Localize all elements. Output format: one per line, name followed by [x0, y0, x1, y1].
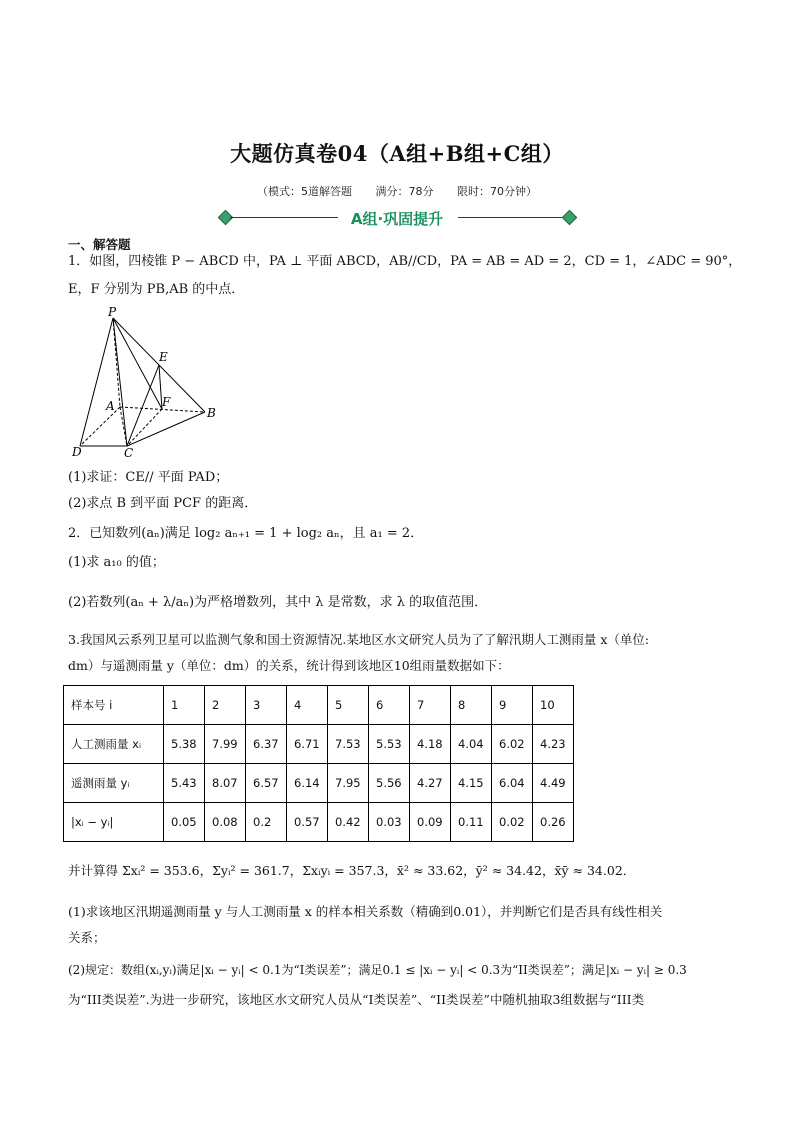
label-D: D	[72, 445, 82, 458]
q3-stem-line2: dm）与遥测雨量 y（单位：dm）的关系，统计得到该地区10组雨量数据如下：	[68, 658, 510, 673]
table-row-label: 遥测雨量 yᵢ	[64, 764, 164, 803]
edge-PD	[80, 318, 113, 446]
table-row	[64, 725, 574, 764]
label-F: F	[162, 395, 171, 409]
table-cell: 7.53	[328, 725, 369, 764]
table-cell: 5	[328, 686, 369, 725]
table-cell: 5.38	[164, 725, 205, 764]
table-cell: 1	[164, 686, 205, 725]
exam-time: 限时：70分钟）	[457, 185, 537, 198]
table-cell: 5.53	[369, 725, 410, 764]
table-row-label: 样本号 i	[64, 686, 164, 725]
label-C: C	[124, 446, 134, 458]
table-cell: 0.2	[246, 803, 287, 842]
table-cell: 6.04	[492, 764, 533, 803]
pyramid-figure	[70, 306, 220, 458]
q3-part1-line2: 关系；	[68, 930, 106, 945]
table-cell: 6.14	[287, 764, 328, 803]
table-row	[64, 803, 574, 842]
table-cell: 10	[533, 686, 574, 725]
table-cell: 6.02	[492, 725, 533, 764]
table-row	[64, 764, 574, 803]
q3-stem-line1: 3.我国风云系列卫星可以监测气象和国土资源情况.某地区水文研究人员为了了解汛期人工测雨量 x（单位:	[68, 632, 650, 647]
table-cell: 0.08	[205, 803, 246, 842]
table-cell: 4.15	[451, 764, 492, 803]
q1-stem-line1: 1．如图，四棱锥 P − ABCD 中，PA ⊥ 平面 ABCD，AB//CD，PA = AB = AD = 2，CD = 1，∠ADC = 90°，	[68, 254, 742, 269]
table-cell: 4	[287, 686, 328, 725]
edge-PF	[113, 318, 162, 409]
q3-part2-line2: 为“III类误差”.为进一步研究，该地区水文研究人员从“I类误差”、“II类误差”中随机抽取3组数据与“III类	[68, 992, 645, 1007]
table-cell: 2	[205, 686, 246, 725]
table-cell: 8.07	[205, 764, 246, 803]
exam-mode: （模式：5道解答题	[257, 185, 352, 198]
table-cell: 6.37	[246, 725, 287, 764]
q2-part1: (1)求 a₁₀ 的值；	[68, 555, 165, 570]
table-cell: 0.03	[369, 803, 410, 842]
q1-stem-line2: E，F 分别为 PB,AB 的中点．	[68, 282, 245, 297]
table-cell: 0.02	[492, 803, 533, 842]
table-cell: 4.23	[533, 725, 574, 764]
edge-FC	[127, 409, 162, 446]
q3-calc: 并计算得 Σxᵢ² = 353.6，Σyᵢ² = 361.7，Σxᵢyᵢ = 357.3，x̄² ≈ 33.62，ȳ² ≈ 34.42，x̄ȳ ≈ 34.02．	[68, 863, 636, 878]
page-title: 大题仿真卷04（A组+B组+C组）	[230, 141, 564, 166]
table-cell: 0.11	[451, 803, 492, 842]
q3-part1-line1: (1)求该地区汛期遥测雨量 y 与人工测雨量 x 的样本相关系数（精确到0.01），并判断它们是否具有线性相关	[68, 904, 663, 919]
label-A: A	[106, 399, 115, 413]
table-cell: 6.57	[246, 764, 287, 803]
q1-part2: (2)求点 B 到平面 PCF 的距离．	[68, 496, 258, 511]
exam-score: 满分：78分	[375, 185, 434, 198]
table-cell: 0.42	[328, 803, 369, 842]
exam-meta	[0, 183, 794, 199]
table-cell: 5.56	[369, 764, 410, 803]
table-cell: 7.99	[205, 725, 246, 764]
q2-stem: 2．已知数列(aₙ)满足 log₂ aₙ₊₁ = 1 + log₂ aₙ，且 a₁ = 2．	[68, 526, 424, 541]
label-E: E	[159, 350, 168, 364]
table-cell: 4.18	[410, 725, 451, 764]
banner-line-right	[458, 217, 564, 218]
group-label: A组·巩固提升	[350, 210, 444, 228]
table-cell: 0.09	[410, 803, 451, 842]
table-cell: 6	[369, 686, 410, 725]
edge-PC	[113, 318, 127, 446]
table-cell: 7	[410, 686, 451, 725]
table-cell: 3	[246, 686, 287, 725]
q3-part2-line1: (2)规定：数组(xᵢ,yᵢ)满足|xᵢ − yᵢ| < 0.1为“I类误差”；满足0.1 ≤ |xᵢ − yᵢ| < 0.3为“II类误差”；满足|xᵢ − yᵢ| ≥ 0.3	[68, 963, 687, 977]
table-cell: 9	[492, 686, 533, 725]
table-cell: 0.05	[164, 803, 205, 842]
table-cell: 8	[451, 686, 492, 725]
table-cell: 4.49	[533, 764, 574, 803]
table-cell: 6.71	[287, 725, 328, 764]
label-B: B	[207, 406, 216, 420]
table-row-label: |xᵢ − yᵢ|	[64, 803, 164, 842]
rainfall-table	[63, 685, 574, 842]
table-cell: 0.26	[533, 803, 574, 842]
table-cell: 0.57	[287, 803, 328, 842]
label-P: P	[108, 306, 117, 319]
table-row	[64, 686, 574, 725]
rainfall-table-body	[64, 686, 574, 842]
table-cell: 4.27	[410, 764, 451, 803]
section-heading: 一、解答题	[68, 237, 131, 252]
table-cell: 7.95	[328, 764, 369, 803]
table-cell: 5.43	[164, 764, 205, 803]
group-banner	[218, 206, 576, 230]
table-row-label: 人工测雨量 xᵢ	[64, 725, 164, 764]
table-cell: 4.04	[451, 725, 492, 764]
q2-part2: (2)若数列(aₙ + λ/aₙ)为严格增数列，其中 λ 是常数，求 λ 的取值范围．	[68, 595, 488, 610]
q1-part1: (1)求证：CE// 平面 PAD；	[68, 470, 229, 485]
